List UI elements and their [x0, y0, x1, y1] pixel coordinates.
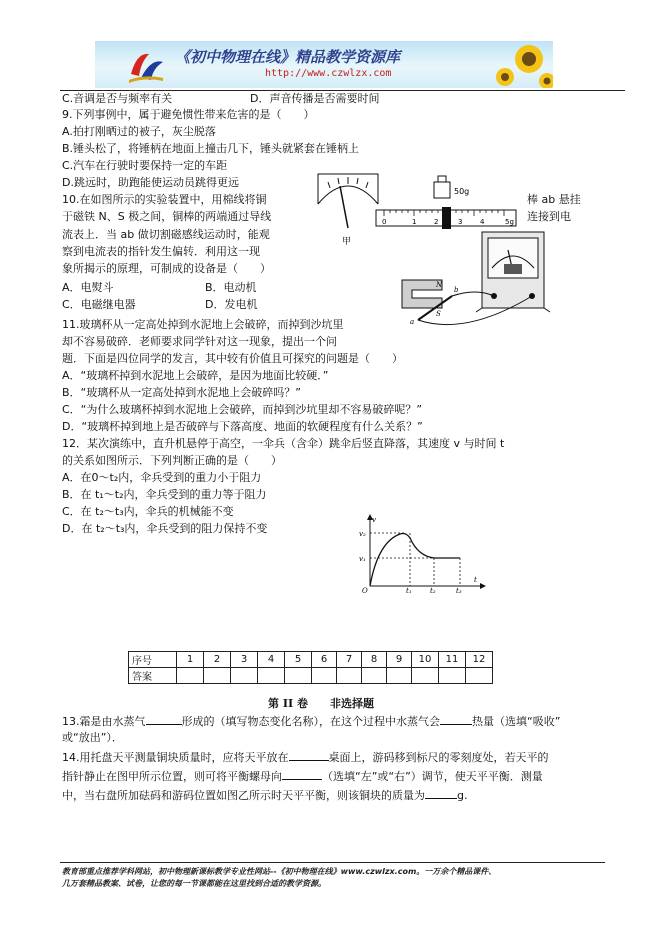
magnet-galvanometer-figure — [396, 228, 556, 340]
table-cell: 2 — [204, 652, 231, 668]
site-logo-icon — [125, 44, 167, 86]
magnet-label: S — [436, 310, 441, 318]
magnet-label: N — [436, 281, 443, 289]
magnet-label: b — [454, 286, 459, 294]
answer-table-number-row — [129, 652, 493, 668]
q12-option-a: A．在0～t₂内，伞兵受到的重力小于阻力 — [62, 471, 262, 484]
q8-option-d: D．声音传播是否需要时间 — [250, 92, 380, 105]
answer-cell[interactable] — [285, 668, 312, 684]
table-cell: 1 — [177, 652, 204, 668]
section-heading: 第 II 卷 非选择题 — [268, 697, 374, 710]
table-cell: 6 — [312, 652, 337, 668]
answer-cell[interactable] — [387, 668, 412, 684]
q10-line-1: 10.在如图所示的实验装置中，用棉线将铜 — [62, 193, 267, 206]
footer-line-2: 几万套精品教案、试卷，让您的每一节课都能在这里找到合适的教学资源。 — [62, 879, 326, 888]
q12-line-2: 的关系如图所示．下列判断正确的是（ ） — [62, 454, 282, 467]
q14-text-d: （选填“左”或“右”）调节，使天平平衡．测量 — [322, 770, 543, 783]
q12-option-b: B．在 t₁～t₂内，伞兵受到的重力等于阻力 — [62, 488, 267, 501]
header-banner — [95, 41, 553, 88]
answer-table — [128, 651, 493, 684]
vt-mark: v₂ — [359, 530, 366, 538]
table-cell: 11 — [439, 652, 466, 668]
q10-option-a: A．电熨斗 — [62, 281, 114, 294]
vt-mark: t₁ — [406, 587, 412, 594]
q13-line-2: 或“放出”）． — [62, 731, 123, 744]
q13-line-1 — [62, 714, 560, 729]
q14-line-2 — [62, 769, 543, 784]
vt-mark: t₃ — [456, 587, 462, 594]
header-url[interactable]: http://www.czwlzx.com — [265, 68, 392, 79]
scale-tick: 0 — [382, 218, 387, 226]
q11-option-c: C．“为什么玻璃杯掉到水泥地上会破碎，而掉到沙坑里却不容易破碎呢？” — [62, 403, 423, 416]
q14-blank-3[interactable] — [425, 788, 457, 799]
answer-cell[interactable] — [258, 668, 285, 684]
balance-label: 甲 — [342, 237, 352, 247]
q10-line-3: 流表上．当 ab 做切割磁感线运动时，能观 — [62, 228, 270, 241]
q13-text-c: 热量（选填“吸收” — [472, 715, 561, 728]
q9-option-b: B.锤头松了，将锤柄在地面上撞击几下，锤头就紧套在锤柄上 — [62, 142, 360, 155]
axis-label-v: v — [372, 516, 376, 524]
q11-line-3: 题．下面是四位同学的发言，其中较有价值且可探究的问题是（ ） — [62, 352, 403, 365]
vt-mark: v₁ — [359, 555, 366, 563]
table-cell: 8 — [362, 652, 387, 668]
q11-option-b: B．“玻璃杯从一定高处掉到水泥地上会破碎吗？” — [62, 386, 301, 399]
q13-text-b: 形成的（填写物态变化名称），在这个过程中水蒸气会 — [181, 715, 440, 728]
scale-tick: 1 — [412, 218, 417, 226]
q11-option-a: A．“玻璃杯掉到水泥地上会破碎，是因为地面比较硬．” — [62, 369, 329, 382]
q10-line-2-right: 连接到电 — [527, 210, 571, 223]
q9-option-c: C.汽车在行驶时要保持一定的车距 — [62, 159, 228, 172]
table-cell: 12 — [466, 652, 493, 668]
vt-mark: t₂ — [430, 587, 436, 594]
velocity-time-graph — [356, 512, 486, 594]
q12-option-c: C．在 t₂～t₃内，伞兵的机械能不变 — [62, 505, 234, 518]
q14-text-a: 14.用托盘天平测量铜块质量时，应将天平放在 — [62, 751, 289, 764]
q10-line-1-right: 棒 ab 悬挂 — [527, 193, 581, 206]
q10-line-2: 于磁铁 N、S 极之间，铜棒的两端通过导线 — [62, 210, 272, 223]
scale-tick: 2 — [434, 218, 439, 226]
q14-text-b: 桌面上，游码移到标尺的零刻度处，若天平的 — [328, 751, 549, 764]
axis-origin: O — [362, 587, 368, 594]
q13-blank-1[interactable] — [146, 714, 182, 725]
q14-text-c: 指针静止在图甲所示位置，则可将平衡螺母向 — [62, 770, 282, 783]
q11-line-2: 却不容易破碎．老师要求同学针对这一现象，提出一个问 — [62, 335, 337, 348]
answer-cell[interactable] — [204, 668, 231, 684]
q10-option-c: C．电磁继电器 — [62, 298, 136, 311]
answer-cell[interactable] — [231, 668, 258, 684]
q14-text-f: g. — [457, 789, 468, 802]
q10-line-5: 象所揭示的原理，可制成的设备是（ ） — [62, 262, 271, 275]
q11-option-d: D．“玻璃杯掉到地上是否破碎与下落高度、地面的软硬程度有什么关系？” — [62, 420, 423, 433]
q14-blank-1[interactable] — [289, 750, 329, 761]
scale-tick: 5g — [505, 218, 514, 226]
footer-line-1: 教育部重点推荐学科网站，初中物理新课标教学专业性网站--《初中物理在线》www.czwlzx.com。一万余个精品课件、 — [62, 867, 497, 876]
answer-cell[interactable] — [337, 668, 362, 684]
q10-option-d: D．发电机 — [205, 298, 258, 311]
answer-cell[interactable] — [312, 668, 337, 684]
scale-tick: 4 — [480, 218, 485, 226]
q9-option-d: D.跳远时，助跑能使运动员跳得更远 — [62, 176, 239, 189]
q14-line-3 — [62, 788, 467, 803]
answer-cell[interactable] — [412, 668, 439, 684]
answer-cell[interactable] — [177, 668, 204, 684]
q10-line-4: 察到电流表的指针发生偏转．利用这一现 — [62, 245, 260, 258]
scale-tick: 3 — [458, 218, 463, 226]
q13-blank-2[interactable] — [440, 714, 472, 725]
q13-text-a: 13.霜是由水蒸气 — [62, 715, 146, 728]
answer-cell[interactable] — [466, 668, 493, 684]
table-cell: 9 — [387, 652, 412, 668]
header-rule — [60, 90, 625, 91]
q8-option-c: C.音调是否与频率有关 — [62, 92, 173, 105]
axis-label-t: t — [474, 576, 477, 584]
q14-text-e: 中，当右盘所加砝码和游码位置如图乙所示时天平平衡，则该铜块的质量为 — [62, 789, 425, 802]
table-cell: 3 — [231, 652, 258, 668]
answer-table-answer-row — [129, 668, 493, 684]
weight-label: 50g — [454, 187, 470, 196]
answer-cell[interactable] — [439, 668, 466, 684]
sunflower-icon — [493, 41, 553, 88]
answer-cell[interactable] — [362, 668, 387, 684]
q14-blank-2[interactable] — [282, 769, 322, 780]
table-cell: 5 — [285, 652, 312, 668]
table-cell: 7 — [337, 652, 362, 668]
q9-stem: 9.下列事例中，属于避免惯性带来危害的是（ ） — [62, 108, 315, 121]
header-title: 《初中物理在线》精品教学资源库 — [175, 48, 401, 66]
q14-line-1 — [62, 750, 549, 765]
q12-line-1: 12．某次演练中，直升机悬停于高空，一伞兵（含伞）跳伞后竖直降落，其速度 v 与时间 t — [62, 437, 505, 450]
table-cell: 10 — [412, 652, 439, 668]
q10-option-b: B．电动机 — [205, 281, 257, 294]
table-row-label: 序号 — [129, 652, 177, 668]
table-row-label: 答案 — [129, 668, 177, 684]
q12-option-d: D．在 t₂～t₃内，伞兵受到的阻力保持不变 — [62, 522, 268, 535]
weight-scale-figure — [374, 172, 520, 234]
q9-option-a: A.拍打刚晒过的被子，灰尘脱落 — [62, 125, 216, 138]
q11-line-1: 11.玻璃杯从一定高处掉到水泥地上会破碎，而掉到沙坑里 — [62, 318, 344, 331]
table-cell: 4 — [258, 652, 285, 668]
magnet-label: a — [410, 318, 415, 326]
footer-rule — [60, 862, 605, 863]
